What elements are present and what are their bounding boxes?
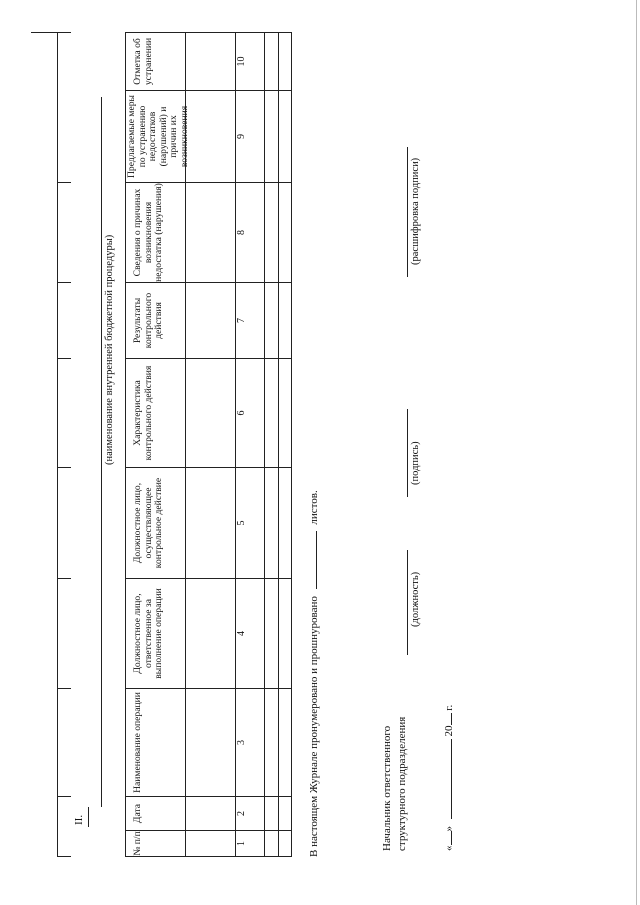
date-close-quote: » [443, 826, 455, 832]
column-number: 2 [236, 811, 247, 816]
head-label-line2: структурного подразделения [396, 716, 408, 851]
date-line [442, 705, 455, 851]
caption-decoding: (расшифровка подписи) [410, 157, 421, 265]
journal-prefix: В настоящем Журнале пронумеровано и прошнуровано [308, 596, 320, 857]
header-responsible-official: Должностное лицо, ответственное за выполнение операции [132, 588, 164, 679]
caption-position: (должность) [410, 571, 421, 627]
top-strip-divider [57, 358, 71, 359]
top-strip-divider [57, 282, 71, 283]
section-underline [88, 807, 89, 827]
header-number: № п/п [132, 831, 143, 856]
top-strip-divider [57, 796, 71, 797]
signature-blank-line [407, 409, 408, 497]
sheet-count-blank [307, 531, 317, 589]
section-number: II. [73, 814, 85, 825]
column-number: 4 [236, 631, 247, 636]
journal-suffix: листов. [308, 490, 320, 525]
date-day-blank [442, 832, 452, 846]
page-edge-line [636, 0, 637, 905]
top-strip-divider [57, 856, 71, 857]
date-year-suffix: г. [443, 704, 455, 711]
header-violation-causes: Сведения о причинах возникновения недостатка (нарушения) [132, 183, 164, 282]
column-number: 6 [236, 410, 247, 416]
date-year-prefix: 20 [443, 725, 455, 737]
date-year-blank [442, 714, 452, 726]
header-control-characteristic: Характеристика контрольного действия [132, 365, 154, 461]
column-number: 3 [236, 740, 247, 745]
procedure-name-line [101, 97, 102, 807]
header-controlling-official: Должностное лицо, осуществляющее контрольное действие [132, 477, 164, 569]
column-number: 10 [236, 56, 247, 67]
header-elimination-mark: Отметка об устранении [132, 37, 154, 86]
column-number: 5 [236, 520, 247, 526]
decoding-blank-line [407, 147, 408, 277]
header-operation-name: Наименование операции [132, 692, 143, 793]
top-strip-divider [57, 467, 71, 468]
journal-table [125, 32, 292, 857]
column-number: 9 [236, 134, 247, 139]
head-label-line1: Начальник ответственного [381, 725, 393, 851]
journal-sheet-count-line [307, 490, 320, 857]
column-number: 1 [236, 841, 247, 846]
top-strip-right-border [31, 32, 71, 33]
top-strip-divider [57, 578, 71, 579]
header-proposed-measures: Предлагаемые меры по устранению недостатков (нарушений) и причин их возникновения [126, 95, 190, 178]
top-strip-divider [57, 688, 71, 689]
position-blank-line [407, 550, 408, 655]
column-number: 7 [236, 318, 247, 323]
top-strip-top-border [57, 32, 58, 857]
procedure-caption: (наименование внутренней бюджетной процедуры) [104, 234, 115, 465]
header-control-results: Результаты контрольного действия [132, 292, 164, 349]
date-month-blank [442, 739, 452, 819]
caption-signature: (подпись) [410, 441, 421, 485]
top-strip-divider [57, 182, 71, 183]
date-open-quote: « [443, 845, 455, 851]
column-number: 8 [236, 230, 247, 235]
header-date: Дата [132, 803, 143, 824]
